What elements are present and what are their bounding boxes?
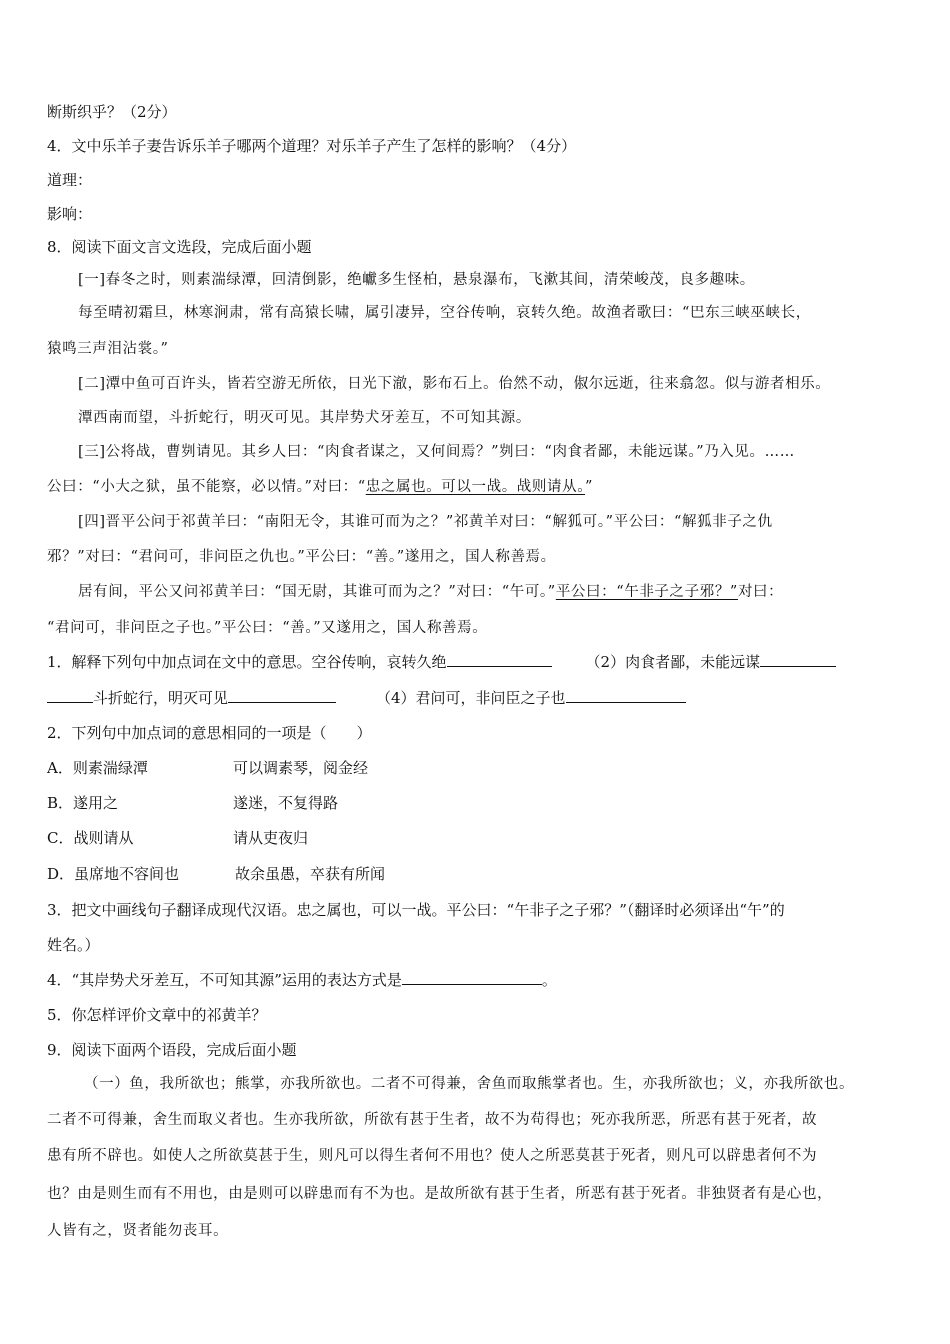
section-9-line-1: （一）鱼，我所欲也；熊掌，亦我所欲也。二者不可得兼，舍鱼而取熊掌者也。生，亦我所欲也；义，亦我所欲也。	[84, 1076, 855, 1092]
option-c-left: C．战则请从	[47, 829, 134, 847]
passage-2-line-2: 潭西南而望，斗折蛇行，明灭可见。其岸势犬牙差互，不可知其源。	[78, 410, 531, 426]
section-9-line-3: 患有所不辟也。如使人之所欲莫甚于生，则凡可以得生者何不用也？使人之所恶莫甚于死者，则凡可以辟患者何不为	[47, 1148, 818, 1164]
answer-label-yingxiang: 影响：	[47, 205, 93, 223]
question-1-part-4: （4）君问可，非问臣之子也	[376, 689, 566, 707]
passage-4-line-3	[78, 582, 910, 602]
section-9-line-4: 也？由是则生而有不用也，由是则可以辟患而有不为也。是故所欲有甚于生者，所恶有甚于死者。非独贤者有是心也，	[47, 1186, 833, 1202]
question-4-text: 4．“其岸势犬牙差互，不可知其源”运用的表达方式是	[47, 971, 402, 989]
option-a-left: A．则素湍绿潭	[47, 759, 148, 777]
option-a-right: 可以调素琴，阅金经	[233, 759, 369, 777]
section-9-line-2: 二者不可得兼，舍生而取义者也。生亦我所欲，所欲有甚于生者，故不为苟得也；死亦我所恶，所恶有甚于死者，故	[47, 1112, 818, 1128]
underlined-sentence-1: 忠之属也。可以一战。战则请从。	[365, 479, 586, 495]
option-d-left: D．虽席地不容间也	[47, 865, 180, 883]
passage-3-text-post: ”	[585, 479, 594, 495]
passage-4-line-1: [四]晋平公问于祁黄羊曰：“南阳无令，其谁可而为之？”祁黄羊对曰：“解狐可。”平公曰：“解狐非子之仇	[78, 514, 773, 530]
answer-blank-1[interactable]	[447, 652, 552, 667]
question-1-part-2: （2）肉食者鄙，未能远谋	[585, 653, 761, 671]
option-b	[47, 793, 910, 813]
question-1-part-1: 1．解释下列句中加点词在文中的意思。空谷传响，哀转久绝	[47, 653, 447, 671]
section-8-heading: 8．阅读下面文言文选段，完成后面小题	[47, 238, 312, 256]
passage-4-line-2: 邪？”对曰：“君问可，非问臣之仇也。”平公曰：“善。”遂用之，国人称善焉。	[47, 549, 556, 565]
question-2-prompt: 2．下列句中加点词的意思相同的一项是（ ）	[47, 724, 372, 742]
answer-blank-q4[interactable]	[402, 970, 542, 985]
passage-4-text-pre: 居有间，平公又问祁黄羊曰：“国无尉，其谁可而为之？”对曰：“午可。”	[78, 584, 556, 600]
option-a	[47, 758, 910, 778]
question-4-line	[47, 970, 910, 990]
passage-1-line-1: [一]春冬之时，则素湍绿潭，回清倒影，绝巘多生怪柏，悬泉瀑布，飞漱其间，清荣峻茂，良多趣味。	[78, 272, 755, 288]
option-d	[47, 864, 910, 884]
question-1-line-2	[47, 688, 910, 708]
option-c-right: 请从吏夜归	[233, 829, 309, 847]
question-3-line-1: 3．把文中画线句子翻译成现代汉语。忠之属也，可以一战。平公曰：“午非子之子邪？”（翻译时必须译出“午”的	[47, 901, 785, 919]
passage-4-text-post: 对曰：	[737, 584, 784, 600]
passage-1-line-2: 每至晴初霜旦，林寒涧肃，常有高猿长啸，属引凄异，空谷传响，哀转久绝。故渔者歌曰：“巴东三峡巫峡长，	[78, 305, 811, 321]
section-9-heading: 9．阅读下面两个语段，完成后面小题	[47, 1041, 297, 1059]
answer-blank-2[interactable]	[760, 652, 836, 667]
question-3-line-2: 姓名。）	[47, 936, 100, 954]
answer-blank-2-cont[interactable]	[47, 688, 93, 703]
option-d-right: 故余虽愚，卒获有所闻	[235, 865, 386, 883]
option-b-right: 遂迷，不复得路	[233, 794, 339, 812]
passage-3-text-pre: 公曰：“小大之狱，虽不能察，必以情。”对曰：“	[47, 479, 366, 495]
question-4-prompt: 4．文中乐羊子妻告诉乐羊子哪两个道理？对乐羊子产生了怎样的影响？（4分）	[47, 137, 577, 155]
question-1-line-1	[47, 652, 910, 672]
answer-blank-4[interactable]	[566, 688, 686, 703]
passage-3-line-2	[47, 477, 910, 497]
underlined-sentence-2: 平公曰：“午非子之子邪？”	[555, 584, 738, 600]
passage-1-line-3: 猿鸣三声泪沾裳。”	[47, 341, 169, 357]
question-1-part-3: 斗折蛇行，明灭可见	[93, 689, 229, 707]
passage-2-line-1: [二]潭中鱼可百许头，皆若空游无所依，日光下澈，影布石上。佁然不动，俶尔远逝，往来翕忽。似与游者相乐。	[78, 376, 831, 392]
option-b-left: B．遂用之	[47, 794, 119, 812]
question-4-end: 。	[541, 971, 557, 989]
answer-label-daoli: 道理：	[47, 171, 93, 189]
passage-3-line-1: [三]公将战，曹刿请见。其乡人曰：“肉食者谋之，又何间焉？”刿曰：“肉食者鄙，未能远谋。”乃入见。……	[78, 444, 795, 460]
continued-question-line: 断斯织乎？（2分）	[47, 103, 177, 121]
passage-4-line-4: “君问可，非问臣之子也。”平公曰：“善。”又遂用之，国人称善焉。	[47, 620, 488, 636]
section-9-line-5: 人皆有之，贤者能勿丧耳。	[47, 1223, 229, 1239]
question-5-prompt: 5．你怎样评价文章中的祁黄羊？	[47, 1006, 267, 1024]
answer-blank-3[interactable]	[228, 688, 336, 703]
option-c	[47, 828, 910, 848]
